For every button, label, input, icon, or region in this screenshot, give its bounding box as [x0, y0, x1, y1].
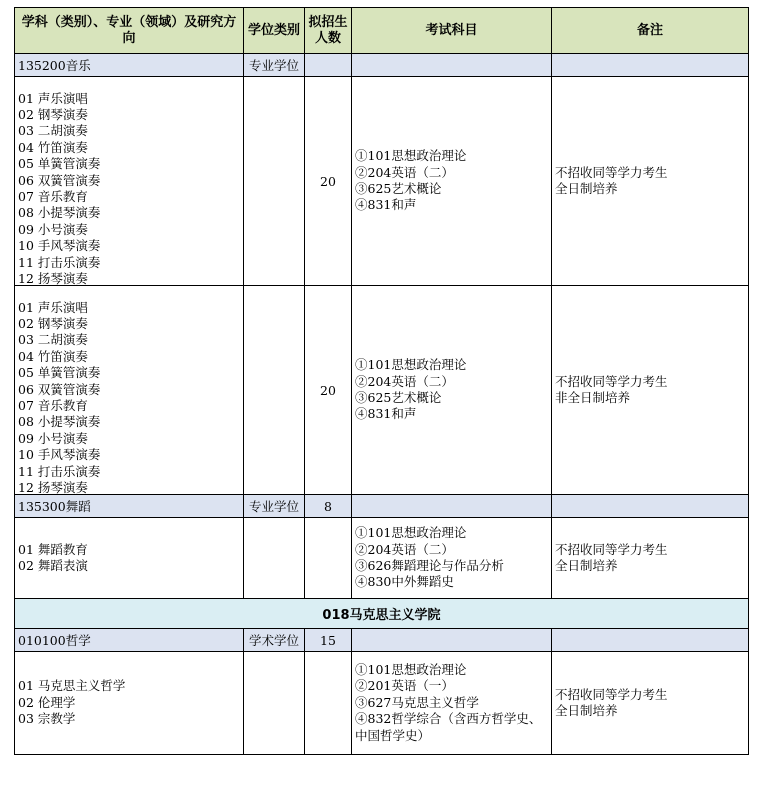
exam-item: ②204英语（二）	[355, 164, 454, 180]
directions-cell	[15, 652, 244, 755]
notes-cell	[552, 518, 749, 599]
table-row	[15, 518, 749, 599]
degree-type: 专业学位	[244, 495, 305, 518]
exam-item: ②204英语（二）	[355, 541, 454, 557]
degree-type: 学术学位	[244, 629, 305, 652]
table-row	[15, 652, 749, 755]
notes-cell	[552, 652, 749, 755]
list-item: 01 马克思主义哲学	[18, 678, 126, 694]
exam-item: ③625艺术概论	[355, 390, 442, 405]
list-item: 04 竹笛演奏	[18, 348, 88, 364]
exam-item: ③627马克思主义哲学	[355, 694, 479, 710]
degree-cell	[244, 518, 305, 599]
header-subject: 学科（类别）、专业（领域）及研究方向	[15, 8, 244, 54]
exam-item: ①101思想政治理论	[355, 661, 467, 677]
category-row-music	[15, 54, 749, 77]
table-row	[15, 77, 749, 286]
category-exams	[352, 629, 552, 652]
list-item: 01 声乐演唱	[18, 90, 88, 106]
exam-item: ④832哲学综合（含西方哲学史、中国哲学史）	[355, 711, 542, 743]
category-count: 8	[305, 495, 352, 518]
category-count	[305, 54, 352, 77]
note-item: 不招收同等学力考生	[555, 373, 668, 389]
category-notes	[552, 495, 749, 518]
list-item: 04 竹笛演奏	[18, 139, 88, 155]
exam-item: ①101思想政治理论	[355, 357, 467, 373]
direction-list	[18, 78, 240, 285]
list-item: 11 打击乐演奏	[18, 463, 101, 479]
note-item: 全日制培养	[555, 558, 618, 573]
list-item: 02 伦理学	[18, 694, 76, 710]
category-exams	[352, 495, 552, 518]
list-item: 06 双簧管演奏	[18, 172, 101, 188]
degree-cell	[244, 652, 305, 755]
exam-item: ④831和声	[355, 197, 417, 213]
list-item: 03 宗教学	[18, 711, 76, 727]
table-row	[15, 286, 749, 495]
list-item: 03 二胡演奏	[18, 332, 88, 348]
college-row	[15, 599, 749, 629]
note-item: 非全日制培养	[555, 390, 631, 405]
header-exam-subjects: 考试科目	[352, 8, 552, 54]
list-item: 09 小号演奏	[18, 221, 88, 237]
directions-cell	[15, 77, 244, 286]
header-row	[15, 8, 749, 54]
exam-item: ④830中外舞蹈史	[355, 574, 454, 590]
exam-item: ①101思想政治理论	[355, 525, 467, 541]
list-item: 08 小提琴演奏	[18, 205, 101, 221]
exam-item: ①101思想政治理论	[355, 148, 467, 164]
category-notes	[552, 54, 749, 77]
enrollment-table	[14, 7, 749, 755]
list-item: 08 小提琴演奏	[18, 414, 101, 430]
category-row-dance	[15, 495, 749, 518]
note-item: 全日制培养	[555, 181, 618, 196]
count-cell	[305, 652, 352, 755]
list-item: 07 音乐教育	[18, 397, 88, 413]
exam-item: ③626舞蹈理论与作品分析	[355, 558, 504, 573]
notes-cell	[552, 77, 749, 286]
list-item: 02 钢琴演奏	[18, 106, 88, 122]
category-count: 15	[305, 629, 352, 652]
header-notes: 备注	[552, 8, 749, 54]
note-item: 全日制培养	[555, 703, 618, 718]
directions-cell	[15, 518, 244, 599]
exam-item: ②201英语（一）	[355, 678, 454, 694]
category-exams	[352, 54, 552, 77]
exam-item: ③625艺术概论	[355, 181, 442, 196]
header-degree-type: 学位类别	[244, 8, 305, 54]
directions-cell	[15, 286, 244, 495]
note-item: 不招收同等学力考生	[555, 541, 668, 557]
list-item: 01 舞蹈教育	[18, 541, 88, 557]
notes-cell	[552, 286, 749, 495]
list-item: 07 音乐教育	[18, 188, 88, 204]
header-enrollment-count: 拟招生人数	[305, 8, 352, 54]
college-title: 018马克思主义学院	[15, 599, 749, 629]
exam-item: ④831和声	[355, 406, 417, 422]
note-item: 不招收同等学力考生	[555, 164, 668, 180]
note-item: 不招收同等学力考生	[555, 686, 668, 702]
category-notes	[552, 629, 749, 652]
list-item: 10 手风琴演奏	[18, 238, 101, 254]
list-item: 11 打击乐演奏	[18, 254, 101, 270]
list-item: 05 单簧管演奏	[18, 156, 101, 172]
list-item: 01 声乐演唱	[18, 299, 88, 315]
list-item: 05 单簧管演奏	[18, 365, 101, 381]
list-item: 06 双簧管演奏	[18, 381, 101, 397]
list-item: 03 二胡演奏	[18, 123, 88, 139]
category-name: 010100哲学	[15, 629, 244, 652]
list-item: 12 扬琴演奏	[18, 479, 88, 494]
list-item: 09 小号演奏	[18, 430, 88, 446]
degree-cell	[244, 286, 305, 495]
category-row-philosophy	[15, 629, 749, 652]
degree-cell	[244, 77, 305, 286]
list-item: 02 舞蹈表演	[18, 558, 88, 573]
count-cell	[305, 518, 352, 599]
list-item: 10 手风琴演奏	[18, 447, 101, 463]
degree-type: 专业学位	[244, 54, 305, 77]
exams-cell	[352, 286, 552, 495]
exams-cell	[352, 518, 552, 599]
direction-list	[18, 287, 240, 494]
category-name: 135300舞蹈	[15, 495, 244, 518]
exam-item: ②204英语（二）	[355, 373, 454, 389]
list-item: 02 钢琴演奏	[18, 315, 88, 331]
exams-cell	[352, 652, 552, 755]
category-name: 135200音乐	[15, 54, 244, 77]
count-cell: 20	[305, 286, 352, 495]
list-item: 12 扬琴演奏	[18, 270, 88, 285]
exams-cell	[352, 77, 552, 286]
count-cell: 20	[305, 77, 352, 286]
